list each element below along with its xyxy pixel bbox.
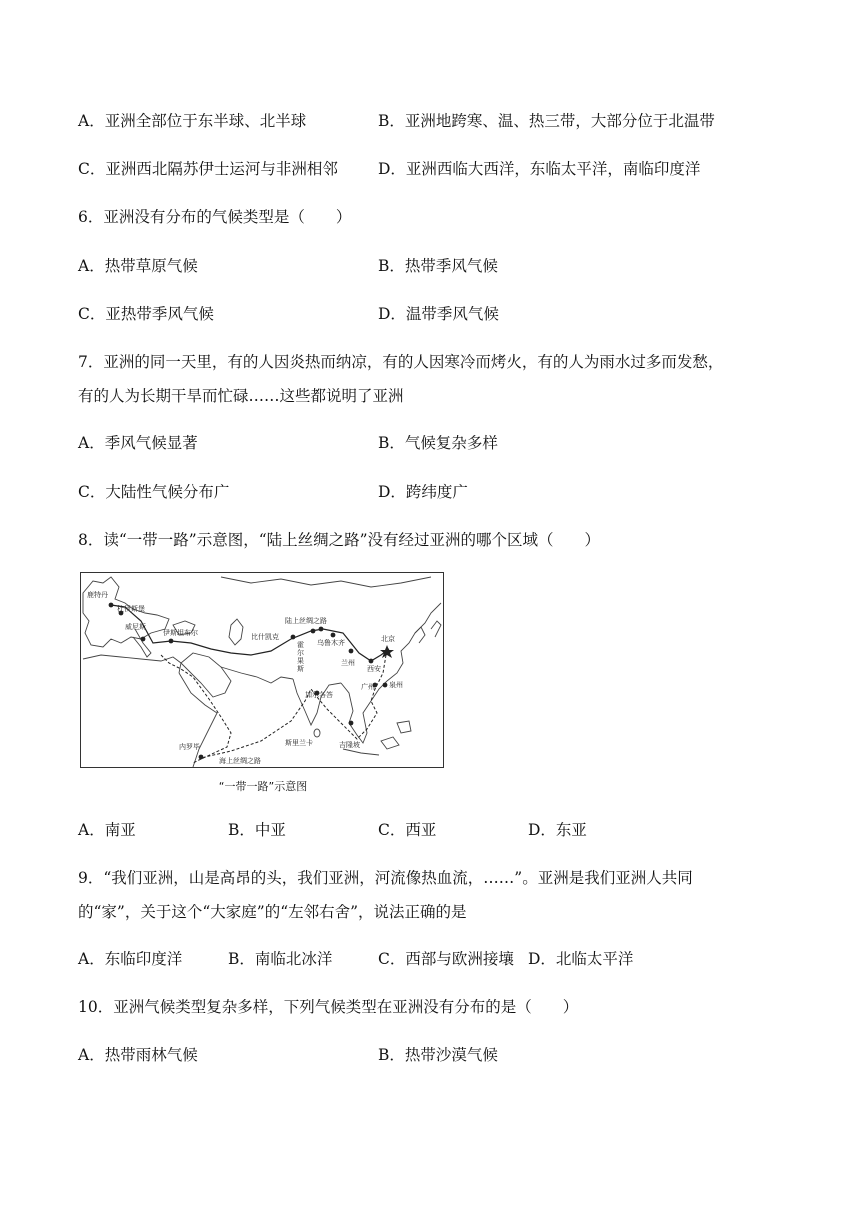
q5-option-c: C．亚洲西北隔苏伊士运河与非洲相邻 bbox=[78, 160, 338, 178]
map-caption: “一带一路”示意图 bbox=[218, 780, 308, 793]
q9-option-c: C．西部与欧洲接壤 bbox=[378, 950, 514, 968]
label-venice: 威尼斯 bbox=[125, 623, 146, 631]
q7-option-b: B．气候复杂多样 bbox=[378, 434, 498, 452]
q9-option-b: B．南临北冰洋 bbox=[228, 950, 333, 968]
q8-option-c: C．西亚 bbox=[378, 821, 437, 839]
q6-option-d: D．温带季风气候 bbox=[378, 305, 499, 323]
belt-road-map-svg bbox=[81, 573, 443, 767]
q7-option-a: A．季风气候显著 bbox=[78, 434, 198, 452]
q6-option-b: B．热带季风气候 bbox=[378, 257, 498, 275]
q9-option-a: A．东临印度洋 bbox=[78, 950, 183, 968]
label-kuala-lumpur: 吉隆坡 bbox=[339, 741, 360, 749]
q6-option-c: C．亚热带季风气候 bbox=[78, 305, 214, 323]
q10-stem: 10．亚洲气候类型复杂多样，下列气候类型在亚洲没有分布的是（ ） bbox=[78, 998, 579, 1016]
q5-option-a: A．亚洲全部位于东半球、北半球 bbox=[78, 112, 307, 130]
q6-option-a: A．热带草原气候 bbox=[78, 257, 198, 275]
label-kolkata: 加尔各答 bbox=[305, 691, 333, 699]
label-land-route: 陆上丝绸之路 bbox=[285, 617, 327, 625]
label-lanzhou: 兰州 bbox=[341, 659, 355, 667]
label-bishkek: 比什凯克 bbox=[251, 633, 279, 641]
label-horgos-3: 果 bbox=[297, 657, 304, 665]
q10-option-b: B．热带沙漠气候 bbox=[378, 1046, 498, 1064]
label-colombo: 斯里兰卡 bbox=[285, 739, 313, 747]
label-rotterdam: 鹿特丹 bbox=[87, 591, 108, 599]
label-horgos-4: 斯 bbox=[297, 665, 304, 673]
q9-option-d: D．北临太平洋 bbox=[528, 950, 634, 968]
label-nairobi: 内罗毕 bbox=[179, 743, 200, 751]
label-horgos-2: 尔 bbox=[297, 649, 304, 657]
q9-stem-line2: 的“家”，关于这个“大家庭”的“左邻右舍”，说法正确的是 bbox=[78, 903, 467, 921]
city-dots bbox=[109, 603, 388, 760]
q9-stem-line1: 9．“我们亚洲，山是高昂的头，我们亚洲，河流像热血流，……”。亚洲是我们亚洲人共同 bbox=[78, 869, 693, 887]
q8-option-a: A．南亚 bbox=[78, 821, 136, 839]
q6-stem: 6．亚洲没有分布的气候类型是（ ） bbox=[78, 208, 352, 226]
q7-option-c: C．大陆性气候分布广 bbox=[78, 483, 230, 501]
q5-option-b: B．亚洲地跨寒、温、热三带，大部分位于北温带 bbox=[378, 112, 715, 130]
q8-option-b: B．中亚 bbox=[228, 821, 286, 839]
label-sea-route: 海上丝绸之路 bbox=[219, 757, 261, 765]
label-guangzhou: 广州 bbox=[361, 683, 375, 691]
land-silk-road-line bbox=[111, 605, 389, 661]
q7-stem-line1: 7．亚洲的同一天里，有的人因炎热而纳凉，有的人因寒冷而烤火，有的人为雨水过多而发愁， bbox=[78, 353, 724, 371]
label-duisburg: 杜伊斯堡 bbox=[117, 605, 145, 613]
belt-road-map-figure bbox=[80, 572, 446, 800]
label-beijing: 北京 bbox=[381, 635, 395, 643]
q7-option-d: D．跨纬度广 bbox=[378, 483, 468, 501]
beijing-star-icon bbox=[380, 645, 394, 658]
q7-stem-line2: 有的人为长期干旱而忙碌……这些都说明了亚洲 bbox=[78, 387, 404, 405]
label-urumqi: 乌鲁木齐 bbox=[317, 639, 345, 647]
label-quanzhou: 泉州 bbox=[389, 681, 403, 689]
q10-option-a: A．热带雨林气候 bbox=[78, 1046, 198, 1064]
label-horgos-1: 霍 bbox=[297, 641, 304, 649]
q8-stem: 8．读“一带一路”示意图，“陆上丝绸之路”没有经过亚洲的哪个区域（ ） bbox=[78, 531, 601, 549]
label-xian: 西安 bbox=[367, 665, 381, 673]
q8-option-d: D．东亚 bbox=[528, 821, 587, 839]
belt-road-map bbox=[80, 572, 444, 768]
q5-option-d: D．亚洲西临大西洋，东临太平洋，南临印度洋 bbox=[378, 160, 701, 178]
label-istanbul: 伊斯坦布尔 bbox=[163, 629, 198, 637]
